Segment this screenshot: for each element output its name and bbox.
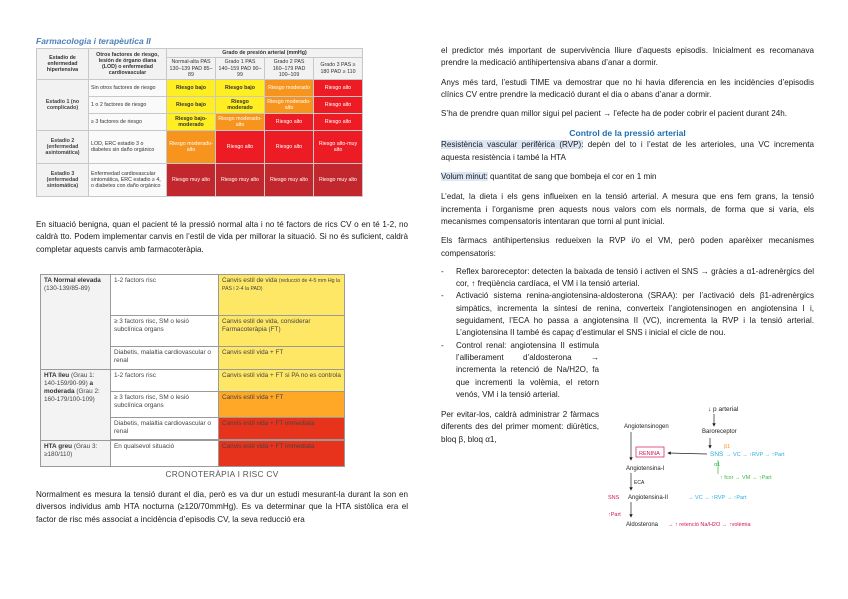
bullet-item: - Reflex baroreceptor: detecten la baixada de tensió i activen el SNS → gràcies a α1-adrenèrgics del cor, ↑ freqüència cardíaca, el VM i la tensió arterial. (441, 266, 814, 291)
risk-table (36, 48, 363, 197)
paragraph: Els fàrmacs antihipertensius redueixen la RVP i/o el VM, però poden aparèixer mecanismes compensatoris: (441, 236, 814, 258)
group-mild-moderate (41, 370, 111, 441)
term-vm: Volum minut: (441, 172, 488, 182)
group-range: (Grau 2: 160-179/100-109) (44, 388, 100, 403)
risk-cell: Riesgo alto (314, 114, 363, 131)
th-bp-grade: Grado de presión arterial (mmHg) (167, 49, 363, 58)
group-title: HTA greu (44, 443, 73, 450)
bullet-list (441, 266, 814, 401)
label-chain-2: → VC → ↑RVP → ↑Part (688, 495, 747, 501)
risk-cell: Riesgo bajo (216, 80, 265, 97)
action-cell: Canvis estil vida + FT immediata (219, 418, 345, 440)
definition-text: depèn del to i l’estat de les arterioles, una VC incrementa aquesta resistència i també la HTA (441, 140, 814, 162)
term-rvp: Resistència vascular perifèrica (RVP): (441, 140, 584, 150)
group-range: (Grau 3: ≥180/110) (44, 443, 98, 458)
risk-cell: Riesgo muy alto (314, 164, 363, 197)
row-desc: 1 o 2 factores de riesgo (89, 97, 167, 114)
label-low-pressure: ↓ p arterial (708, 406, 739, 413)
th-col-g3: Grado 3 PAS ≥ 180 PAD ≥ 110 (314, 58, 363, 80)
label-alpha1: α1 (714, 462, 721, 468)
stage-3: Estadio 3 (enfermedad sintomática) (37, 164, 89, 197)
risk-label: Diabetis, malaltia cardiovascular o renal (111, 347, 219, 370)
label-baroreceptor: Baroreceptor (702, 429, 737, 435)
group-range: (130-139/85-89) (44, 285, 90, 292)
section-title: Control de la pressió arterial (569, 128, 686, 139)
risk-cell: Riesgo alto (314, 97, 363, 114)
th-factors: Otros factores de riesgo, lesión de órgano diana (LOD) o enfermedad cardiovascular (89, 49, 167, 80)
label-chain-3: → ↑ retenció Na/H2O → ↑volèmia (668, 522, 751, 528)
risk-label: ≥ 3 factors risc, SM o lesió subclínica organs (111, 392, 219, 418)
action-cell (219, 275, 345, 316)
definition-text: quantitat de sang que bombeja el cor en 1 min (487, 172, 657, 182)
group-range: (Grau 1: 140-159/90-99) (44, 372, 95, 387)
paragraph: S’ha de prendre quan millor sigui pel pacient → l’efecte ha de poder cobrir el pacient durant 24h. (441, 109, 787, 119)
label-renin: RENINA (639, 451, 660, 457)
risk-cell: Riesgo muy alto (265, 164, 314, 197)
paragraph: En situació benigna, quan el pacient té la pressió normal alta i no té factors de rics CV o en té 1-2, no caldrà tto. Podem implementar canvis en l’estil de vida per millorar la situació. Si no és suficient, caldrà completar aquests canvis amb farmacoteràpia. (36, 220, 408, 254)
risk-cell: Riesgo alto (314, 80, 363, 97)
label-chain-1: → VC → ↑RVP → ↑Part (726, 452, 785, 458)
definition-rvp (441, 139, 814, 164)
risk-cell: Riesgo moderado-alto (265, 97, 314, 114)
th-col-normal: Normal-alta PAS 130–139 PAD 85–89 (167, 58, 216, 80)
risk-cell: Riesgo moderado (216, 97, 265, 114)
label-pressure-up: ↑Part (608, 512, 621, 518)
label-heart-rate: ↑ fcor → VM → ↑Part (720, 475, 772, 481)
action-text: Canvis estil de vida (222, 277, 278, 284)
paragraph: Anys més tard, l’estudi TIME va demostrar que no hi havia diferencia en les incidències d’episodis clínics CV entre prendre la medicació durant el dia o abans d’anar a dormir. (441, 77, 814, 99)
label-angiotensin-2: Angiotensina-II (628, 495, 669, 501)
label-aldosterone: Aldosterona (626, 522, 659, 528)
action-cell: Canvis estil vida + FT (219, 392, 345, 418)
group-title: a moderada (44, 380, 94, 395)
bullet-item: - Control renal: angiotensina II estimula l’alliberament d’aldosterona → incrementa la retenció de Na/H2O, fa que incrementi la volèmia, el retorn venós, VM i la tensió arterial. (441, 340, 599, 401)
arrow (668, 453, 707, 454)
group-severe (41, 441, 111, 467)
risk-cell: Riesgo alto (265, 131, 314, 164)
paragraph: el predictor més important de supervivència lliure d’aquests episodis. Inicialment es recomanava prendre la medicació antihipertensiva abans d’anar a dormir. (441, 46, 814, 68)
label-sns-2: SNS (608, 495, 620, 501)
paragraph: L’edat, la dieta i els gens influeixen en la tensió arterial. A mesura que ens fem grans, la tensió incrementa i l’organisme pren aquests nous valors com els normals, de forma que si varia, els mecanismes compensatoris intentaran que torni al punt inicial. (441, 192, 814, 226)
label-eca: ECA (634, 480, 645, 486)
risk-cell: Riesgo moderado-alto (216, 114, 265, 131)
row-desc: Enfermedad cardiovascular sintomática, ERC estadio ≥ 4, o diabetes con daño orgánico (89, 164, 167, 197)
action-cell: Canvis estil vida + FT immediata (219, 441, 345, 467)
action-cell: Canvis estil vida + FT (219, 347, 345, 370)
group-title: TA Normal elevada (44, 277, 101, 284)
label-sns: SNS (710, 451, 724, 458)
definition-vm (441, 171, 814, 183)
risk-cell: Riesgo bajo (167, 97, 216, 114)
risk-cell: Riesgo alto (216, 131, 265, 164)
risk-cell: Riesgo moderado-alto (167, 131, 216, 164)
risk-cell: Riesgo alto-muy alto (314, 131, 363, 164)
risk-label: ≥ 3 factors risc, SM o lesió subclínica organs (111, 316, 219, 347)
risk-label: 1-2 factors risc (111, 370, 219, 392)
risk-cell: Riesgo bajo (167, 80, 216, 97)
page-header: Farmacologia i terapèutica II (36, 36, 151, 46)
bullet-item: - Activació sistema renina-angiotensina-aldosterona (SRAA): per l’activació dels β1-adrenèrgics simpàtics, incrementa la síntesi de renina, converteix l’angiotensinogen en angiotensina I i, seguidament, l’ECA ho passa a angiotensina II (VC), incrementa la RVP i la tensió arterial. L’angiotensina II també és capaç d’estimular el SNS i inicial el cicle de nou. (441, 290, 814, 339)
risk-cell: Riesgo muy alto (216, 164, 265, 197)
action-cell: Canvis estil de vida, considerar Farmacoteràpia (FT) (219, 316, 345, 347)
paragraph: Per evitar-los, caldrà administrar 2 fàrmacs diferents des del primer moment: diürètics, bloq β, bloq α1, (441, 410, 599, 444)
row-desc: ≥ 3 factores de riesgo (89, 114, 167, 131)
stage-2: Estadio 2 (enfermedad asintomática) (37, 131, 89, 164)
section-heading-chrono: CRONOTERÀPIA I RISC CV (165, 469, 279, 479)
group-title: HTA lleu (44, 372, 70, 379)
action-note: (reducció de 4-5 mm Hg la PAS i 2-4 la PAD) (222, 278, 340, 292)
risk-label: En qualsevol situació (111, 441, 219, 467)
th-col-g2: Grado 2 PAS 160–179 PAD 100–109 (265, 58, 314, 80)
risk-cell: Riesgo alto (265, 114, 314, 131)
th-col-g1: Grado 1 PAS 140–159 PAD 90–99 (216, 58, 265, 80)
paragraph: Normalment es mesura la tensió durant el dia, però es va dur un estudi mesurant-la durant la son en diversos individus amb HTA nocturna (≥120/70mmHg). Es va determinar que la HTA sistòlica era el factor de risc més associat a incidència d’episodis CV, la seva reducció era (36, 490, 408, 524)
group-normal (41, 275, 111, 370)
treatment-table (40, 274, 345, 467)
risk-label: 1-2 factors risc (111, 275, 219, 316)
label-angiotensinogen: Angiotensinogen (624, 424, 669, 430)
row-desc: Sin otros factores de riesgo (89, 80, 167, 97)
risk-cell: Riesgo muy alto (167, 164, 216, 197)
risk-label: Diabetis, malaltia cardiovascular o renal (111, 418, 219, 440)
label-beta1: β1 (724, 444, 731, 450)
row-desc: LOD, ERC estadio 3 o diabetes sin daño orgánico (89, 131, 167, 164)
th-stage: Estadio de enfermedad hipertensiva (37, 49, 89, 80)
label-angiotensin-1: Angiotensina-I (626, 466, 665, 472)
stage-1: Estadio 1 (no complicado) (37, 80, 89, 131)
risk-cell: Riesgo bajo-moderado (167, 114, 216, 131)
action-cell: Canvis estil vida + FT si PA no es controla (219, 370, 345, 392)
risk-cell: Riesgo moderado (265, 80, 314, 97)
raas-diagram (606, 400, 834, 540)
